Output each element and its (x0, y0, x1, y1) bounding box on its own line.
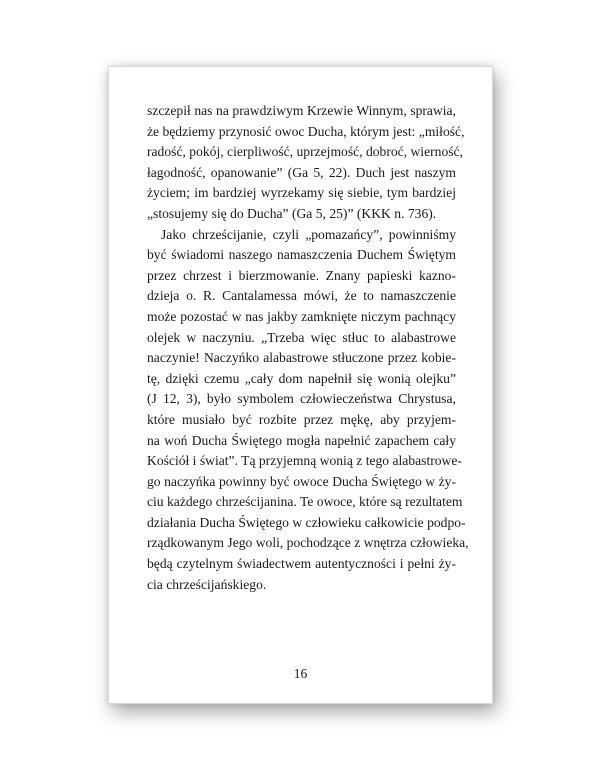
text-line: radość, pokój, cierpliwość, uprzejmość, dobroć, wierność, (147, 144, 463, 160)
text-line: (J 12, 3), było symbolem człowieczeństwa Chrystusa, (147, 391, 456, 407)
text-line: cia chrześcijańskiego. (147, 576, 267, 592)
text-line: „stosujemy się do Ducha” (Ga 5, 25)” (KKK n. 736). (147, 205, 437, 221)
text-line: będą czytelnym świadectwem autentyczności i pełni ży- (147, 556, 456, 572)
text-line: na woń Ducha Świętego mogła napełnić zapachem cały (147, 432, 456, 448)
text-line: szczepił nas na prawdziwym Krzewie Winnym, sprawia, (147, 103, 456, 118)
text-line: działania Ducha Świętego w człowieku całkowicie podpo- (147, 514, 466, 530)
page-number: 16 (293, 666, 308, 681)
text-line: które musiało być rozbite przez mękę, aby przyjem- (147, 411, 456, 427)
text-line: przez chrzest i bierzmowanie. Znany papieski kazno- (147, 267, 456, 283)
text-line: naczynie! Naczyńko alabastrowe stłuczone przez kobie- (147, 350, 456, 366)
text-line: rządkowanym Jego woli, pochodzące z wnętrza człowieka, (147, 535, 469, 551)
text-line: życiem; im bardziej wyrzekamy się siebie, tym bardziej (147, 185, 456, 201)
text-line: go naczyńka powinny być owoce Ducha Świętego w ży- (147, 473, 456, 489)
text-line: być świadomi naszego namaszczenia Duchem Świętym (147, 247, 456, 263)
text-line: dzieja o. R. Cantalamessa mówi, że to namaszczenie (147, 288, 456, 304)
book-page (108, 66, 493, 704)
text-line: olejek w naczyniu. „Trzeba więc stłuc to alabastrowe (147, 329, 456, 345)
text-line: łagodność, opanowanie” (Ga 5, 22). Duch jest naszym (147, 164, 456, 180)
body-text (147, 101, 469, 595)
text-line: ciu każdego chrześcijanina. Te owoce, które są rezultatem (147, 494, 463, 510)
text-line: Kościół i świat”. Tą przyjemną wonią z tego alabastrowe- (147, 453, 462, 469)
text-line: że będziemy przynosić owoc Ducha, którym jest: „miłość, (147, 123, 465, 139)
text-line: tę, dzięki czemu „cały dom napełnił się wonią olejku” (147, 370, 456, 386)
text-line: Jako chrześcijanie, czyli „pomazańcy”, powinniśmy (161, 226, 456, 242)
text-line: może pozostać w nas jakby zamknięte niczym pachnący (147, 308, 456, 324)
